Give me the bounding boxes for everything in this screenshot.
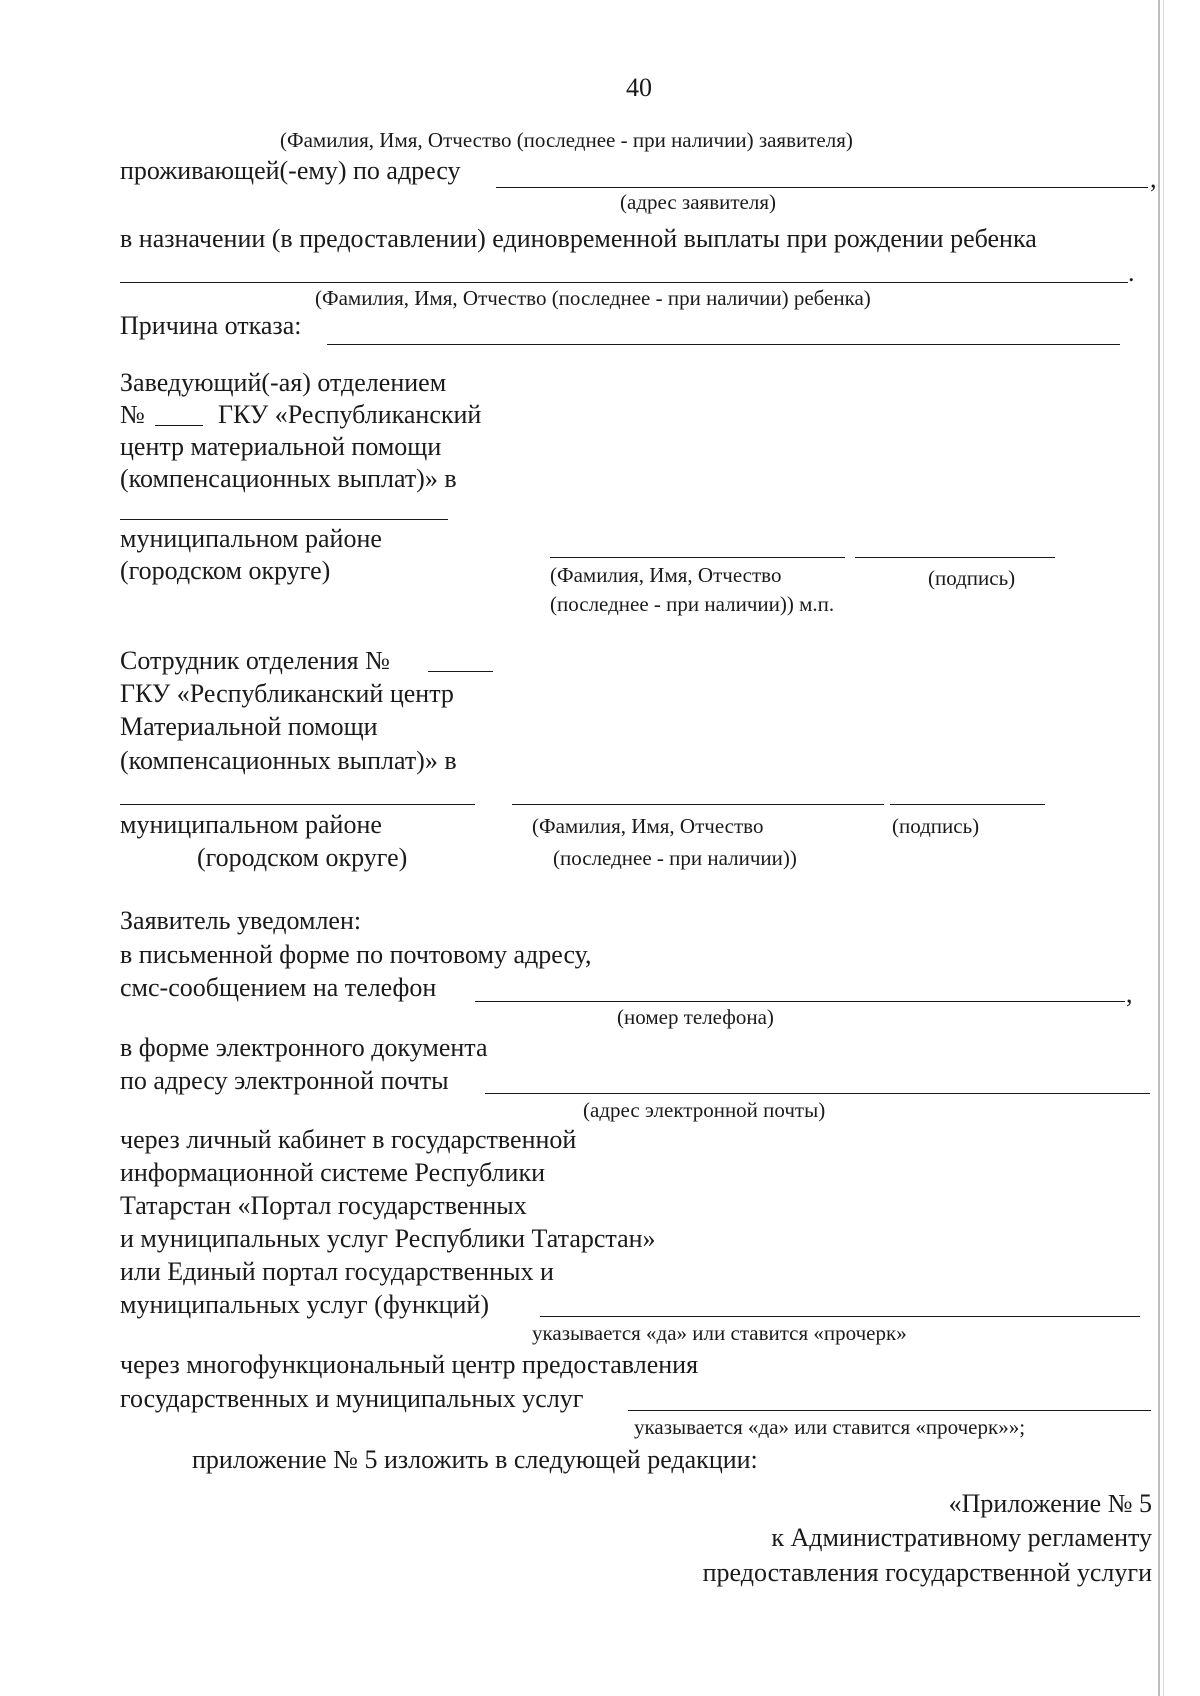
portal-line-4: и муниципальных услуг Республики Татарстан»	[120, 1224, 656, 1253]
head-district-blank-line	[120, 519, 448, 520]
child-fio-blank-line	[120, 282, 1128, 283]
purpose-text: в назначении (в предоставлении) единовременной выплаты при рождении ребенка	[120, 224, 1037, 253]
child-trailing-period: .	[1128, 258, 1135, 287]
notice-title: Заявитель уведомлен:	[120, 906, 362, 935]
portal-line-3: Татарстан «Портал государственных	[120, 1191, 527, 1220]
employee-title-line-4: (компенсационных выплат)» в	[120, 746, 457, 775]
address-caption: (адрес заявителя)	[620, 190, 776, 214]
mfc-line-2: государственных и муниципальных услуг	[120, 1384, 584, 1413]
portal-blank-line	[540, 1316, 1140, 1317]
head-sign-signature-line	[855, 557, 1055, 558]
portal-line-6: муниципальных услуг (функций)	[120, 1290, 489, 1319]
employee-sign-signature-line	[890, 804, 1045, 805]
annex-title-line-2: к Административному регламенту	[771, 1523, 1152, 1552]
applicant-fio-caption: (Фамилия, Имя, Отчество (последнее - при наличии) заявителя)	[280, 128, 853, 152]
head-title-line-1: Заведующий(-ая) отделением	[120, 368, 447, 397]
phone-trailing-comma: ,	[1126, 979, 1133, 1008]
address-trailing-comma: ,	[1150, 164, 1157, 193]
page-edge-line-secondary	[1163, 0, 1164, 1696]
employee-department-number-blank	[428, 671, 493, 672]
head-fio-caption-2: (последнее - при наличии)) м.п.	[550, 592, 835, 616]
email-blank-line	[485, 1093, 1150, 1094]
employee-fio-caption-2: (последнее - при наличии))	[553, 846, 797, 870]
email-caption: (адрес электронной почты)	[583, 1098, 826, 1122]
head-district-line-2: (городском округе)	[120, 556, 331, 585]
employee-sign-caption: (подпись)	[892, 814, 980, 838]
refusal-reason-blank-line	[327, 344, 1120, 345]
employee-title-line-1: Сотрудник отделения №	[120, 646, 390, 675]
notice-edoc-line: в форме электронного документа	[120, 1033, 488, 1062]
head-number-sign: №	[120, 400, 145, 429]
address-blank-line	[496, 187, 1148, 188]
employee-title-line-3: Материальной помощи	[120, 712, 378, 741]
employee-fio-caption-1: (Фамилия, Имя, Отчество	[532, 814, 764, 838]
annex-sentence: приложение № 5 изложить в следующей редакции:	[192, 1445, 758, 1474]
mfc-line-1: через многофункциональный центр предоставления	[120, 1350, 699, 1379]
head-sign-caption: (подпись)	[928, 566, 1016, 590]
notice-email-label: по адресу электронной почты	[120, 1066, 449, 1095]
portal-line-1: через личный кабинет в государственной	[120, 1125, 577, 1154]
notice-postal: в письменной форме по почтовому адресу,	[120, 940, 592, 969]
head-department-number-blank	[155, 425, 203, 426]
head-title-line-4: (компенсационных выплат)» в	[120, 464, 457, 493]
head-title-line-3: центр материальной помощи	[120, 432, 442, 461]
head-district-line-1: муниципальном районе	[120, 524, 382, 553]
annex-title-line-1: «Приложение № 5	[948, 1489, 1152, 1518]
mfc-blank-line	[628, 1410, 1151, 1411]
phone-blank-line	[475, 1001, 1125, 1002]
mfc-caption: указывается «да» или ставится «прочерк»»;	[634, 1415, 1026, 1439]
employee-district-line-2: (городском округе)	[197, 843, 408, 872]
portal-line-2: информационной системе Республики	[120, 1158, 545, 1187]
head-title-line-2: ГКУ «Республиканский	[218, 400, 482, 429]
page-number: 40	[626, 73, 652, 102]
refusal-reason-label: Причина отказа:	[120, 311, 302, 340]
annex-title-line-3: предоставления государственной услуги	[702, 1558, 1152, 1587]
portal-caption: указывается «да» или ставится «прочерк»	[532, 1321, 907, 1345]
head-fio-caption-1: (Фамилия, Имя, Отчество	[550, 563, 782, 587]
child-fio-caption: (Фамилия, Имя, Отчество (последнее - при наличии) ребенка)	[315, 286, 871, 310]
phone-caption: (номер телефона)	[617, 1005, 774, 1029]
employee-district-blank-line	[120, 804, 475, 805]
notice-sms-label: смс-сообщением на телефон	[120, 973, 437, 1002]
page-edge-line	[1158, 0, 1160, 1696]
portal-line-5: или Единый портал государственных и	[120, 1257, 554, 1286]
head-fio-signature-line	[550, 557, 845, 558]
employee-fio-signature-line	[512, 804, 884, 805]
employee-title-line-2: ГКУ «Республиканский центр	[120, 679, 454, 708]
address-label: проживающей(-ему) по адресу	[120, 156, 461, 185]
employee-district-line-1: муниципальном районе	[120, 810, 382, 839]
